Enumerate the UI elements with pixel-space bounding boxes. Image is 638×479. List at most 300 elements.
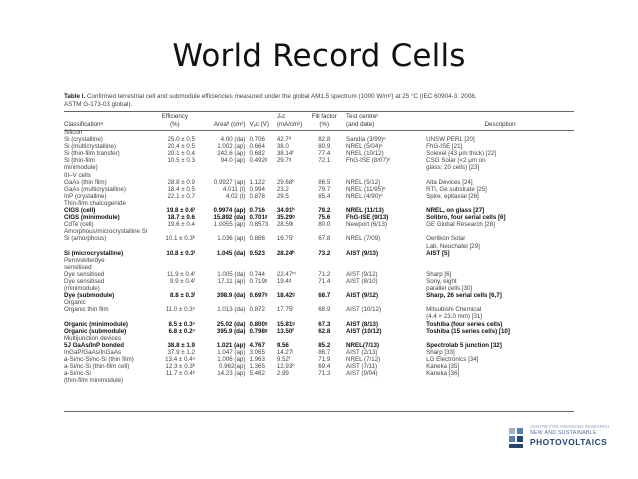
cell-classification: Multijunction devices: [64, 334, 122, 342]
cell-classification: Dye (submodule): [64, 292, 115, 300]
cell-classification: GaAs (thin film): [64, 178, 107, 186]
cell-test-centre: [340, 264, 420, 271]
table-row: [64, 292, 574, 299]
cell-voc: [249, 313, 276, 320]
cell-description: RTI, Ge substrate [25]: [426, 185, 487, 193]
logo-emblem-icon: [508, 426, 526, 452]
cell-area: [201, 129, 249, 136]
cell-voc: 1.122: [249, 178, 265, 186]
cell-voc: [249, 243, 276, 250]
cell-efficiency: 18.7 ± 0.6: [167, 214, 195, 222]
category-row: [64, 172, 574, 179]
cell-test-centre: [340, 335, 420, 342]
cell-classification: CIGS (minimodule): [64, 214, 120, 222]
cell-voc: 5.462: [249, 370, 265, 378]
cell-area: [201, 264, 249, 271]
cell-efficiency: [155, 377, 201, 384]
table-row: [64, 143, 574, 150]
cell-efficiency: 6.8 ± 0.2ⁿ: [168, 327, 195, 335]
header-fill-factor: Fill factor: [311, 113, 337, 120]
cell-fill-factor: 73.2: [318, 249, 331, 257]
cell-test-centre: NREL (11/13): [346, 207, 384, 215]
cell-jsc: 15.81ᵍ: [276, 320, 295, 328]
cell-area: 1.045 (da): [216, 249, 246, 257]
cell-description: Lab, Neuchatel [29]: [426, 242, 480, 250]
cell-description: Solexel (43 μm thick) [22]: [426, 150, 497, 158]
cell-classification: Perovskite/dye: [64, 256, 105, 264]
cell-fill-factor: 82.8: [318, 136, 331, 144]
cell-description: (4.4 × 23.0 mm) [31]: [426, 313, 483, 321]
cell-test-centre: AIST (9/13): [346, 249, 379, 257]
table-row: [64, 321, 574, 328]
cell-description: Solibro, four serial cells [6]: [426, 214, 506, 222]
cell-jsc: 13.50ᶠ: [276, 327, 294, 335]
cell-jsc: 16.75ᶠ: [276, 235, 294, 243]
header-voc: Vₒc (V): [249, 121, 269, 128]
cell-fill-factor: 86.5: [318, 178, 331, 186]
cell-efficiency: 28.8 ± 0.9: [167, 178, 195, 186]
cell-jsc: 23.2: [276, 185, 289, 193]
cell-voc: 0.744: [249, 270, 265, 278]
table-row: [64, 356, 574, 363]
cell-area: 25.02 (da): [216, 320, 246, 328]
table-row: [64, 164, 574, 171]
table-row: [64, 235, 574, 242]
table-row: [64, 150, 574, 157]
cell-efficiency: 11.7 ± 0.4ᵏ: [165, 370, 195, 378]
cell-jsc: [277, 313, 309, 320]
cell-efficiency: 13.4 ± 0.4ᵒ: [165, 356, 195, 363]
cell-area: 1.002 (ap): [217, 143, 246, 151]
cell-test-centre: AIST (9/12): [346, 292, 379, 300]
cell-test-centre: [340, 285, 420, 292]
cell-area: 0.962(ap): [218, 363, 246, 371]
cell-classification: Thin-film chalcogenide: [64, 199, 126, 207]
cell-description: GE Global Research [28]: [426, 221, 495, 229]
cell-test-centre: NREL (11/95)ᵉ: [346, 185, 386, 193]
cell-test-centre: NREL (7/12): [346, 356, 381, 363]
cell-test-centre: Sandia (3/99)ᵉ: [346, 136, 386, 144]
cell-voc: [249, 257, 276, 264]
table-caption: [64, 93, 494, 109]
cell-test-centre: NREL (4/90)ᵉ: [346, 192, 383, 200]
category-row: [64, 129, 574, 136]
cell-voc: 0.800ᵍ: [249, 320, 268, 328]
cell-description: Kaneka [36]: [426, 370, 460, 378]
table-row: [64, 157, 574, 164]
cell-fill-factor: 85.4: [318, 192, 331, 200]
cell-area: 1.021 (ap): [216, 341, 246, 349]
table-row: [64, 370, 574, 377]
header-description: Description: [484, 121, 516, 128]
cell-voc: 0.719ᵍ: [249, 277, 268, 285]
cell-test-centre: [340, 228, 420, 235]
cell-area: [201, 377, 249, 384]
cell-description: Spire, epitaxial [26]: [426, 192, 479, 200]
cell-test-centre: NREL (5/12): [346, 178, 381, 186]
cell-description: NREL, on glass [27]: [426, 207, 485, 215]
cell-test-centre: NREL(7/13): [346, 341, 380, 349]
cell-test-centre: AIST (2/13): [346, 348, 378, 356]
table-row: [64, 342, 574, 349]
table-row: [64, 243, 574, 250]
cell-area: 17.11 (ap): [217, 277, 246, 285]
cell-efficiency: [155, 243, 201, 250]
cell-test-centre: [340, 377, 420, 384]
cell-fill-factor: [308, 228, 340, 235]
cell-description: LG Electronics [34]: [426, 356, 479, 363]
cell-area: 1.013 (da): [217, 306, 246, 314]
cell-fill-factor: 67.3: [318, 320, 331, 328]
cell-description: parallel cells [30]: [426, 285, 473, 293]
cell-voc: [249, 377, 276, 384]
cell-classification: [64, 243, 155, 250]
caption-text: Confirmed terrestrial cell and submodule efficiencies measured under the global AM1.5 spectrum (1000 W/m²) at 25 °C (IEC 60904-3: 2008, ASTM G-173-03 global).: [64, 93, 477, 108]
cell-fill-factor: 69.4: [318, 363, 331, 371]
cell-fill-factor: 86.7: [318, 348, 331, 356]
cell-description: [420, 228, 574, 235]
cell-area: 4.02 (t): [225, 192, 246, 200]
cell-test-centre: AIST (9/04): [346, 370, 378, 378]
cell-area: 14.23 (ap): [217, 370, 246, 378]
caption-label: Table I.: [64, 93, 86, 100]
cell-classification: Si (thin-film transfer): [64, 150, 120, 158]
cell-area: [201, 200, 249, 207]
table-row: [64, 278, 574, 285]
cell-jsc: [277, 172, 309, 179]
cell-voc: 0.8573: [249, 221, 269, 229]
cell-fill-factor: 62.8: [318, 327, 331, 335]
cell-voc: [249, 335, 276, 342]
cell-description: FhG-ISE [21]: [426, 143, 463, 151]
cell-voc: 0.878: [249, 192, 265, 200]
header-test-centre: Test centreᶜ: [346, 113, 379, 120]
cell-voc: 0.682: [249, 150, 265, 158]
header-fill-factor-unit: (%): [319, 121, 330, 128]
cell-jsc: 9.52ᶠ: [276, 356, 291, 363]
cell-area: [201, 164, 249, 171]
cell-area: [201, 243, 249, 250]
header-empty: [420, 113, 574, 121]
cell-voc: 0.706: [249, 136, 265, 144]
cell-classification: Dye sensitised: [64, 270, 105, 278]
cell-area: 0.9927 (ap): [213, 178, 246, 186]
cell-test-centre: AIST (9/12): [346, 270, 378, 278]
cell-area: [201, 299, 249, 306]
cell-efficiency: [155, 335, 201, 342]
cell-classification: InP (crystalline): [64, 192, 107, 200]
cell-efficiency: [155, 164, 201, 171]
cell-jsc: [277, 200, 309, 207]
table-row: [64, 285, 574, 292]
cell-voc: 0.798ᵍ: [249, 327, 268, 335]
cell-fill-factor: 72.1: [318, 157, 331, 165]
cell-efficiency: 10.5 ± 0.3: [167, 157, 195, 165]
cell-test-centre: [340, 243, 420, 250]
cell-jsc: [277, 243, 309, 250]
cell-jsc: 29.68ʰ: [276, 178, 295, 186]
cell-efficiency: 20.4 ± 0.5: [167, 143, 195, 151]
header-jsc: Jₛc: [276, 113, 286, 120]
table-row: [64, 214, 574, 221]
cell-jsc: 34.91ʰ: [276, 207, 295, 215]
cell-voc: 0.664: [249, 143, 265, 151]
cell-efficiency: 8.8 ± 0.3ˡ: [170, 292, 195, 300]
cell-classification: 5J GaAs/InP bonded: [64, 341, 125, 349]
cell-classification: Organic (minimodule): [64, 320, 128, 328]
cell-area: 395.9 (da): [216, 327, 246, 335]
cell-efficiency: 10.8 ± 0.3ⁱ: [166, 249, 195, 257]
cell-voc: [249, 172, 276, 179]
cell-area: [201, 172, 249, 179]
cell-voc: 1.963: [249, 356, 265, 363]
header-efficiency-unit: (%): [169, 121, 180, 128]
cell-fill-factor: [308, 257, 340, 264]
cell-classification: a-Si/nc-Si (thin-film cell): [64, 363, 130, 371]
cell-classification: Organic: [64, 299, 86, 307]
cell-jsc: 19.4ᵍ: [276, 277, 292, 285]
cell-jsc: [277, 299, 309, 306]
cell-efficiency: [155, 299, 201, 306]
cell-description: Sony, eight: [426, 277, 457, 285]
cell-fill-factor: 71.4: [318, 277, 331, 285]
cell-classification: minimodule): [64, 164, 98, 172]
cell-description: Kaneka [35]: [426, 363, 460, 371]
cell-area: 1.0055 (ap): [213, 221, 246, 229]
table-row: [64, 363, 574, 370]
cell-classification: sensitised: [64, 263, 92, 271]
cell-area: 15.892 (da): [213, 214, 246, 222]
cell-classification: Organic thin film: [64, 306, 109, 314]
cell-fill-factor: 85.2: [318, 341, 331, 349]
cell-area: 4.011 (t): [222, 185, 246, 193]
table-row: [64, 179, 574, 186]
cell-voc: [249, 200, 276, 207]
cell-fill-factor: 75.6: [318, 214, 331, 222]
cell-description: glass; 20 cells) [23]: [426, 164, 480, 172]
cell-test-centre: AIST (8/13): [346, 320, 379, 328]
cell-jsc: 29.5: [276, 192, 289, 200]
cell-jsc: 28.24ʰ: [276, 249, 295, 257]
cell-classification: (thin-film minimodule): [64, 377, 124, 385]
cell-description: Mitsubishi Chemical: [426, 306, 482, 314]
cell-classification: III–V cells: [64, 171, 91, 179]
logo: [508, 424, 620, 454]
cell-efficiency: [155, 228, 201, 235]
table-row: [64, 271, 574, 278]
table-header: [64, 113, 574, 129]
cell-description: Oerlikon Solar: [426, 235, 466, 243]
cell-test-centre: AIST (10/12): [346, 327, 382, 335]
cell-voc: 0.716: [249, 207, 265, 215]
cell-area: 1.006 (ap): [217, 356, 246, 363]
table-row: [64, 186, 574, 193]
cell-area: [201, 228, 249, 235]
table-row: [64, 250, 574, 257]
cell-test-centre: NREL (7/09): [346, 235, 381, 243]
cell-description: Alta Devices [24]: [426, 178, 473, 186]
cell-fill-factor: 71.2: [318, 270, 331, 278]
header-jsc-unit: (mA/cm²): [276, 121, 303, 128]
header-classification: Classificationᵃ: [64, 121, 103, 128]
table-row: [64, 349, 574, 356]
cell-classification: [64, 313, 155, 320]
cell-fill-factor: 79.7: [318, 185, 331, 193]
cell-jsc: [277, 335, 309, 342]
cell-jsc: 12.93ʰ: [276, 363, 295, 371]
cell-jsc: 17.75ᶠ: [276, 306, 294, 314]
header-empty: [201, 113, 249, 121]
cell-fill-factor: 71.3: [318, 370, 331, 378]
table-row: [64, 207, 574, 214]
cell-jsc: 2.99: [276, 370, 289, 378]
cell-classification: a-Si/nc-Si/nc-Si (thin film): [64, 356, 134, 363]
cell-fill-factor: [308, 299, 340, 306]
header-area: Areaᵇ (cm²): [213, 121, 246, 128]
cell-fill-factor: [308, 200, 340, 207]
table-row: [64, 306, 574, 313]
cell-fill-factor: [308, 335, 340, 342]
cell-description: [420, 377, 574, 384]
cell-test-centre: FhG-ISE (8/07)ᵉ: [346, 157, 391, 165]
logo-line-1: NEW AND SUSTAINABLE: [530, 430, 597, 436]
table-top-rule: [64, 111, 574, 112]
cell-description: [420, 335, 574, 342]
category-row: [64, 264, 574, 271]
cell-description: [420, 299, 574, 306]
cell-fill-factor: 68.7: [318, 292, 331, 300]
cell-classification: InGaP/GaAs/InGaAs: [64, 348, 122, 356]
cell-jsc: [277, 228, 309, 235]
cell-efficiency: [155, 257, 201, 264]
cell-fill-factor: [308, 313, 340, 320]
cell-jsc: 29.7ᵍ: [276, 157, 292, 165]
cell-test-centre: AIST (10/12): [346, 306, 382, 314]
cell-classification: GaAs (multicrystalline): [64, 185, 126, 193]
cell-description: [420, 257, 574, 264]
cell-efficiency: [155, 264, 201, 271]
cell-fill-factor: 80.9: [318, 143, 331, 151]
category-row: [64, 257, 574, 264]
cell-efficiency: 25.0 ± 0.5: [167, 136, 195, 144]
cell-jsc: 14.27ʲ: [276, 348, 294, 356]
cell-description: [420, 129, 574, 136]
cell-voc: [249, 164, 276, 171]
cell-test-centre: AIST (8/10): [346, 277, 378, 285]
cell-fill-factor: [308, 164, 340, 171]
cell-fill-factor: [308, 243, 340, 250]
table-row: [64, 377, 574, 384]
table-bottom-rule: [64, 411, 574, 412]
cell-area: [201, 313, 249, 320]
cell-jsc: 18.42ᵍ: [276, 292, 295, 300]
cell-jsc: 38.14ᶠ: [276, 150, 294, 158]
cell-test-centre: NREL (5/04)ᵉ: [346, 143, 383, 151]
category-row: [64, 200, 574, 207]
cell-jsc: [277, 257, 309, 264]
cell-classification: Dye sensitised: [64, 277, 105, 285]
cell-voc: [249, 264, 276, 271]
cell-jsc: 28.59ʲ: [276, 221, 294, 229]
cell-fill-factor: 80.0: [318, 221, 331, 229]
cell-voc: [249, 285, 276, 292]
cell-efficiency: [155, 129, 201, 136]
cell-efficiency: 19.8 ± 0.6ⁱ: [166, 207, 195, 215]
cell-test-centre: AIST (7/11): [346, 363, 378, 371]
cell-test-centre: [340, 299, 420, 306]
cell-jsc: [277, 377, 309, 384]
cell-classification: Si (multicrystalline): [64, 143, 116, 151]
cell-efficiency: 22.1 ± 0.7: [167, 192, 195, 200]
cell-test-centre: [340, 200, 420, 207]
cell-voc: 0.872: [249, 306, 265, 314]
table-row: [64, 313, 574, 320]
cell-area: 94.0 (ap): [220, 157, 246, 165]
table-row: [64, 221, 574, 228]
cell-voc: [249, 299, 276, 306]
cell-classification: Organic (submodule): [64, 327, 127, 335]
cell-efficiency: [155, 172, 201, 179]
cell-efficiency: [155, 285, 201, 292]
cell-efficiency: 20.1 ± 0.4: [167, 150, 195, 158]
cell-test-centre: [340, 257, 420, 264]
table-row: [64, 328, 574, 335]
cell-jsc: 22.47ᵐ: [276, 270, 296, 278]
cell-fill-factor: 68.9: [318, 306, 331, 314]
cell-efficiency: 38.8 ± 1.9: [167, 341, 195, 349]
cell-voc: 0.697ᵍ: [249, 292, 268, 300]
cell-efficiency: 11.0 ± 0.3ⁿ: [165, 306, 195, 314]
cell-efficiency: 18.4 ± 0.5: [167, 185, 195, 193]
cell-classification: Amorphous/microcrystalline Si: [64, 228, 148, 236]
cell-efficiency: 12.3 ± 0.3ᵏ: [165, 363, 195, 371]
cell-classification: Si (crystalline): [64, 136, 103, 144]
cell-efficiency: [155, 313, 201, 320]
cell-efficiency: 9.9 ± 0.4ˡ: [169, 277, 195, 285]
cell-voc: 0.886: [249, 235, 265, 243]
cell-jsc: 9.56: [276, 341, 289, 349]
cell-jsc: 38.0: [276, 143, 289, 151]
cell-voc: 3.065: [249, 348, 265, 356]
cell-voc: 0.492ᵍ: [249, 157, 268, 165]
cell-jsc: [277, 164, 309, 171]
cell-fill-factor: 67.8: [318, 235, 331, 243]
cell-description: Toshiba (15 series cells) [10]: [426, 327, 510, 335]
cell-voc: 0.523: [249, 249, 265, 257]
cell-description: Spectrolab 5 junction [32]: [426, 341, 502, 349]
table-body: [64, 129, 574, 384]
cell-description: Sharp, 26 serial cells [6,7]: [426, 292, 502, 300]
cell-test-centre: [340, 129, 420, 136]
cell-description: AIST [5]: [426, 249, 450, 257]
cell-classification: CdTe (cell): [64, 221, 94, 229]
logo-small-text: CENTRE FOR ADVANCED RESEARCH: [530, 424, 610, 429]
table-row: [64, 193, 574, 200]
cell-classification: Si (thin-film: [64, 157, 95, 165]
cell-area: 0.9974 (ap): [213, 207, 246, 215]
cell-voc: 0.994: [249, 185, 265, 193]
cell-efficiency: 19.6 ± 0.4: [167, 221, 195, 229]
cell-jsc: 42.7ᵈ: [276, 136, 292, 144]
cell-efficiency: 37.9 ± 1.2: [167, 348, 195, 356]
category-row: [64, 228, 574, 235]
category-row: [64, 299, 574, 306]
cell-voc: [249, 129, 276, 136]
header-empty: [64, 113, 155, 121]
cell-area: 1.005 (da): [217, 270, 246, 278]
cell-fill-factor: 79.2: [318, 207, 331, 215]
cell-area: 1.036 (ap): [217, 235, 246, 243]
